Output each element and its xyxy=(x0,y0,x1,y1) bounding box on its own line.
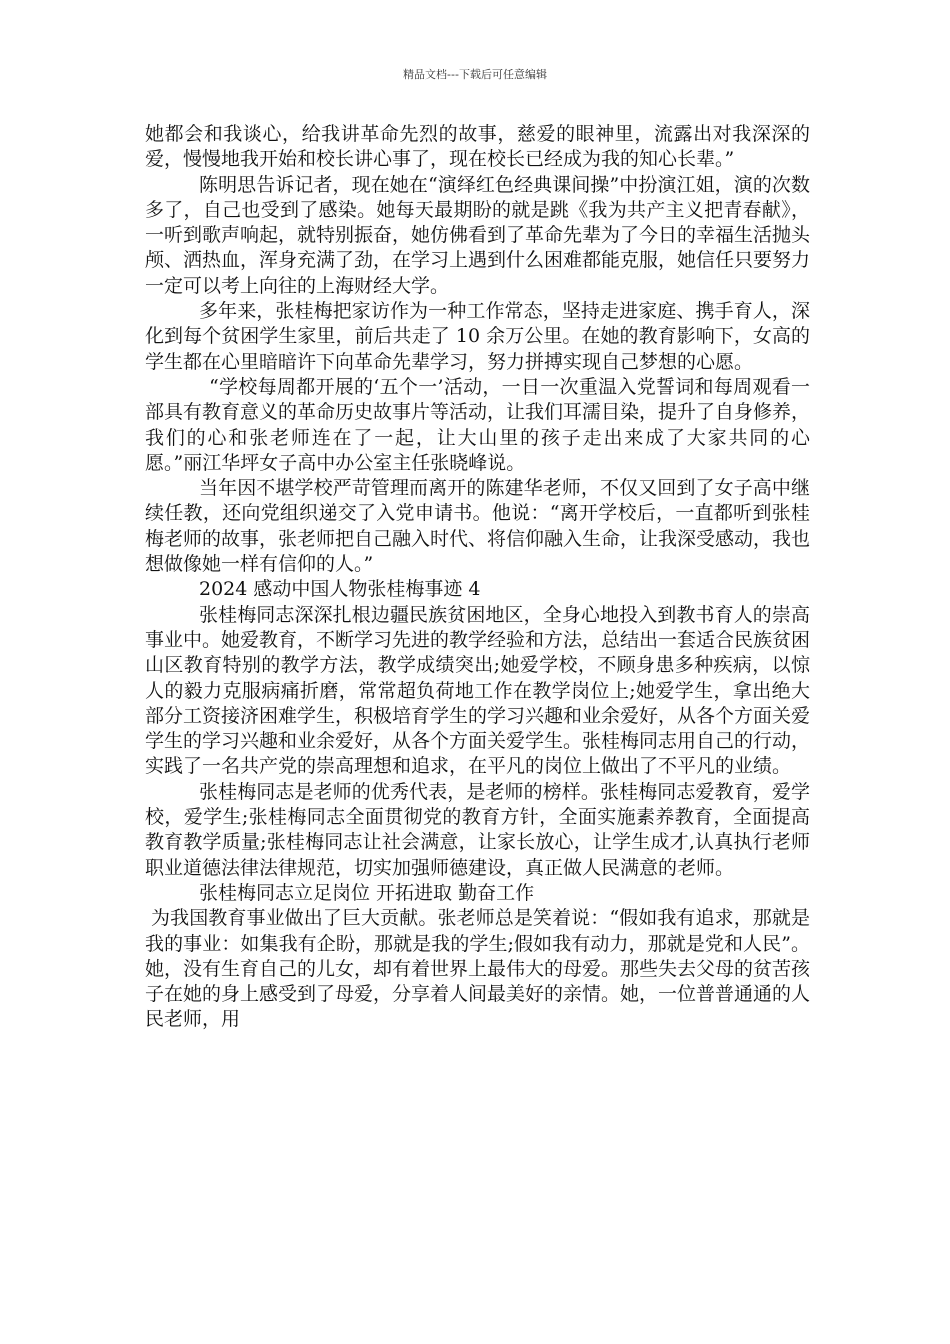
paragraph: 当年因不堪学校严苛管理而离开的陈建华老师，不仅又回到了女子高中继续任教，还向党组织递交了入党申请书。他说：“离开学校后，一直都听到张桂梅老师的故事，张老师把自己融入时代、将信仰融入生命，让我深受感动，我也想做像她一样有信仰的人。” xyxy=(145,477,811,576)
subheading: 张桂梅同志立足岗位 开拓进取 勤奋工作 xyxy=(199,881,535,904)
paragraph: 多年来，张桂梅把家访作为一种工作常态，坚持走进家庭、携手育人，深化到每个贫困学生家里，前后共走了 10 余万公里。在她的教育影响下，女高的学生都在心里暗暗许下向革命先辈学习，努力拼搏实现自己梦想的心愿。 xyxy=(145,300,810,373)
section-heading: 2024 感动中国人物张桂梅事迹 4 xyxy=(199,578,481,601)
paragraph: “学校每周都开展的‘五个一’活动，一日一次重温入党誓词和每周观看一部具有教育意义的革命历史故事片等活动，让我们耳濡目染，提升了自身修养，我们的心和张老师连在了一起，让大山里的孩子走出来成了大家共同的心愿。”丽江华坪女子高中办公室主任张晓峰说。 xyxy=(145,375,811,474)
paragraph: 为我国教育事业做出了巨大贡献。张老师总是笑着说：“假如我有追求，那就是我的事业：如集我有企盼，那就是我的学生;假如我有动力，那就是党和人民”。她，没有生育自己的儿女，却有着世界上最伟大的母爱。那些失去父母的贫苦孩子在她的身上感受到了母爱，分享着人间最美好的亲情。她，一位普普通通的人民老师，用 xyxy=(145,907,811,1031)
paragraph: 陈明思告诉记者，现在她在“演绎红色经典课间操”中扮演江姐，演的次数多了，自己也受到了感染。她每天最期盼的就是跳《我为共产主义把青春献》，一听到歌声响起，就特别振奋，她仿佛看到了革命先辈为了今日的幸福生活抛头颅、洒热血，浑身充满了劲，在学习上遇到什么困难都能克服，她信任只要努力一定可以考上向往的上海财经大学。 xyxy=(145,173,811,297)
paragraph: 她都会和我谈心，给我讲革命先烈的故事，慈爱的眼神里，流露出对我深深的爱，慢慢地我开始和校长讲心事了，现在校长已经成为我的知心长辈。” xyxy=(145,123,810,171)
paragraph: 张桂梅同志是老师的优秀代表，是老师的榜样。张桂梅同志爱教育，爱学校，爱学生;张桂梅同志全面贯彻党的教育方针，全面实施素养教育，全面提高教育教学质量;张桂梅同志让社会满意，让家长放心，让学生成才,认真执行老师职业道德法律法律规范，切实加强师德建设，真正做人民满意的老师。 xyxy=(145,780,810,879)
paragraph: 张桂梅同志深深扎根边疆民族贫困地区，全身心地投入到教书育人的崇高事业中。她爱教育，不断学习先进的教学经验和方法，总结出一套适合民族贫困山区教育特别的教学方法，教学成绩突出;她爱学校，不顾身患多种疾病，以惊人的毅力克服病痛折磨，常常超负荷地工作在教学岗位上;她爱学生，拿出绝大部分工资接济困难学生，积极培育学生的学习兴趣和业余爱好，从各个方面关爱学生的学习兴趣和业余爱好，从各个方面关爱学生。张桂梅同志用自己的行动，实践了一名共产党的崇高理想和追求，在平凡的岗位上做出了不平凡的业绩。 xyxy=(145,603,811,778)
document-body xyxy=(145,122,810,1033)
page-header: 精品文档---下载后可任意编辑 xyxy=(403,68,547,81)
